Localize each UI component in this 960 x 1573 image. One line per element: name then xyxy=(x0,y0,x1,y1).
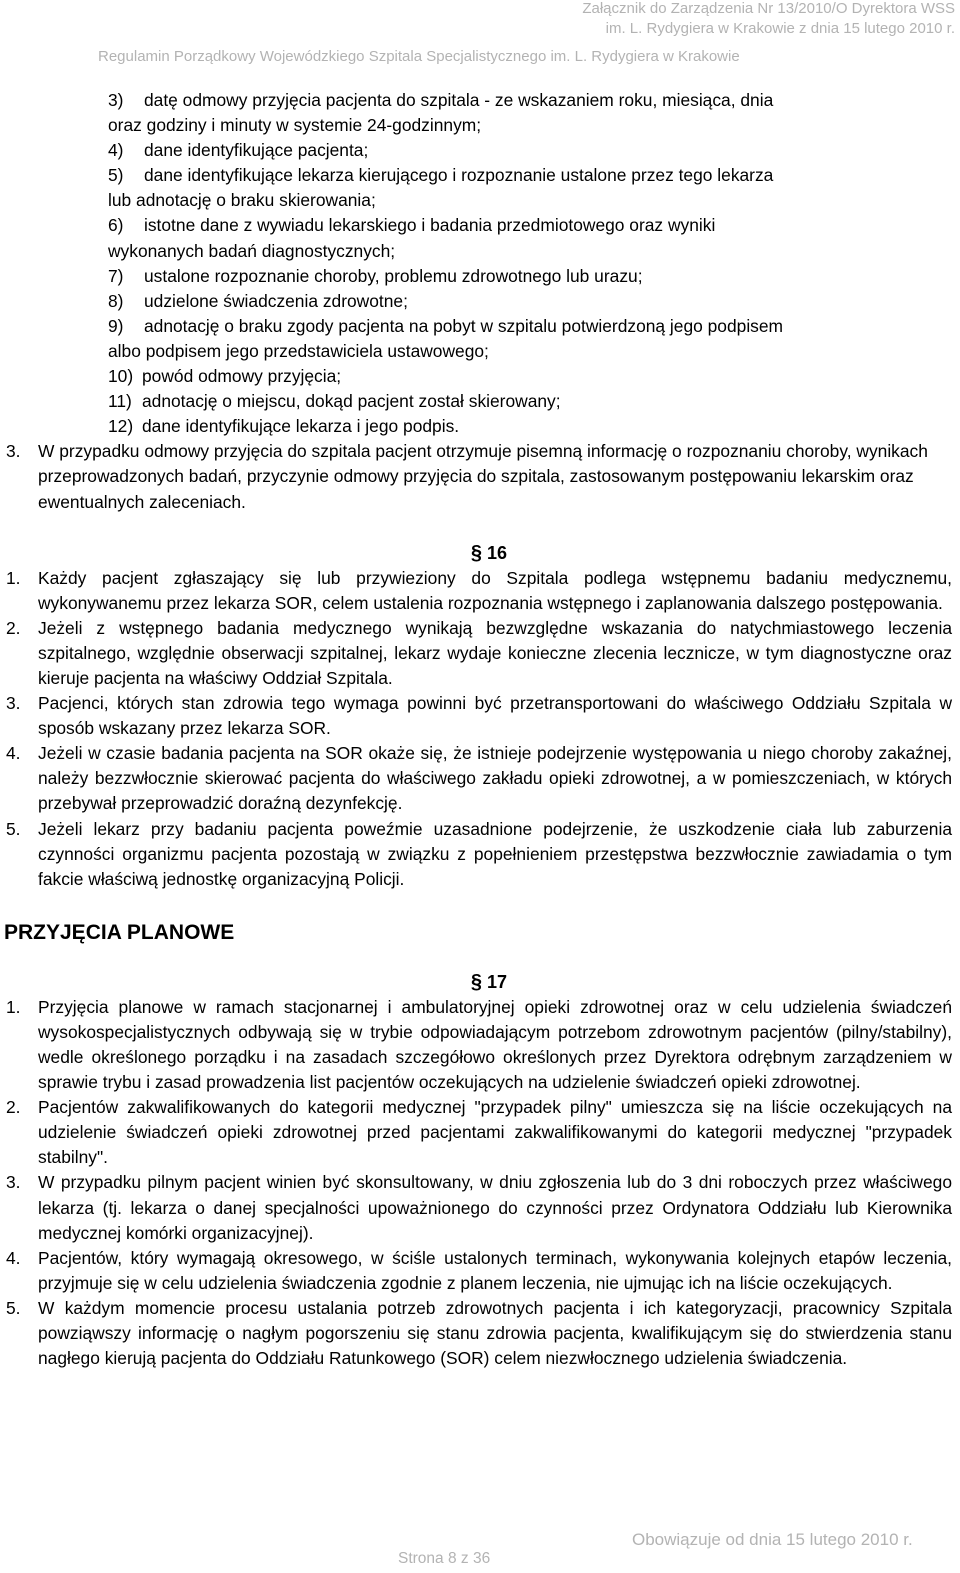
list-item: 6) istotne dane z wywiadu lekarskiego i badania przedmiotowego oraz wyniki xyxy=(108,215,716,236)
list-item: 10) powód odmowy przyjęcia; xyxy=(108,366,342,387)
footer-page-number: Strona 8 z 36 xyxy=(398,1550,491,1567)
paragraph-16-items xyxy=(0,566,960,892)
sublist xyxy=(0,88,960,439)
numbered-item: 3. Pacjenci, których stan zdrowia tego wymaga powinni być przetransportowani do właściwego Oddziału Szpitala w sposób wskazany przez lekarza SOR. xyxy=(6,693,952,739)
list-item: 7) ustalone rozpoznanie choroby, problemu zdrowotnego lub urazu; xyxy=(108,265,643,286)
paragraph-heading-16: § 16 xyxy=(470,541,508,564)
list-item: 3) datę odmowy przyjęcia pacjenta do szpitala - ze wskazaniem roku, miesiąca, dnia xyxy=(108,90,774,110)
document-body xyxy=(0,88,960,1371)
header-date-line: im. L. Rydygiera w Krakowie z dnia 15 lutego 2010 r. xyxy=(605,20,955,37)
list-item: lub adnotację o braku skierowania; xyxy=(108,190,376,211)
numbered-item: 2. Pacjentów zakwalifikowanych do kategorii medycznej "przypadek pilny" umieszcza się na liście oczekujących na udzielenie świadczeń opieki zdrowotnej przed pacjentami zakwalifikowanymi do kategorii medycznej "przypadek stabilny". xyxy=(6,1097,952,1168)
section-title: PRZYJĘCIA PLANOWE xyxy=(4,920,235,944)
numbered-item: 1. Każdy pacjent zgłaszający się lub przywieziony do Szpitala podlega wstępnemu badaniu medycznemu, wykonywanemu przez lekarza SOR, celem ustalenia rozpoznania wstępnego i zaplanowania dalszego postępowania. xyxy=(6,567,952,613)
paragraph-17-items xyxy=(0,995,960,1371)
list-item: 12) dane identyfikujące lekarza i jego podpis. xyxy=(108,416,460,437)
numbered-item: 4. Pacjentów, który wymagają okresowego, w ściśle ustalonych terminach, wykonywania kolejnych etapów leczenia, przyjmuje się w celu udzielenia świadczenia zgodnie z planem leczenia, nie ujmując ich na liście oczekujących. xyxy=(6,1247,952,1293)
list-item: wykonanych badań diagnostycznych; xyxy=(108,240,396,261)
numbered-item: 5. Jeżeli lekarz przy badaniu pacjenta poweźmie uzasadnione podejrzenie, że uszkodzenie ciała lub zaburzenia czynności organizmu pacjenta pozostają w związku z popełnieniem przestępstwa bezzwłocznie zawiadamia o tym fakcie właściwą jednostkę organizacyjną Policji. xyxy=(6,818,952,889)
list-item: 5) dane identyfikujące lekarza kierującego i rozpoznanie ustalone przez tego lekarza xyxy=(108,165,774,186)
numbered-item: 5. W każdym momencie procesu ustalania potrzeb zdrowotnych pacjenta i ich kategoryzacji, pracownicy Szpitala powziąwszy informację o nagłym pogorszeniu się stanu zdrowia pacjenta, kwalifikującym się do stwierdzenia stanu nagłego kierują pacjenta do Oddziału Ratunkowego (SOR) celem niezwłocznego udzielenia świadczenia. xyxy=(6,1297,952,1369)
numbered-item: 2. Jeżeli z wstępnego badania medycznego wynikają bezwzględne wskazania do natychmiastowego leczenia szpitalnego, względnie obserwacji szpitalnej, lekarz wydaje konieczne zlecenia lecznicze, w tym diagnostyczne oraz kieruje pacjenta na właściwy Oddział Szpitala. xyxy=(6,617,952,688)
list-item: albo podpisem jego przedstawiciela ustawowego; xyxy=(108,340,489,361)
header-attachment-line: Załącznik do Zarządzenia Nr 13/2010/O Dyrektora WSS xyxy=(582,0,955,17)
header-regulation-title: Regulamin Porządkowy Wojewódzkiego Szpitala Specjalistycznego im. L. Rydygiera w Krakowie xyxy=(98,48,740,65)
list-item: 4) dane identyfikujące pacjenta; xyxy=(108,140,369,161)
footer-effective-date: Obowiązuje od dnia 15 lutego 2010 r. xyxy=(632,1530,913,1549)
numbered-item: 1. Przyjęcia planowe w ramach stacjonarnej i ambulatoryjnej opieki zdrowotnej oraz w celu udzielenia świadczeń wysokospecjalistycznych odbywają się w trybie odpowiadającym potrzebom zdrowotnym pacjentów (pilny/stabilny), wedle określonego porządku i na zasadach szczegółowo określonych przez Dyrektora odrębnym zarządzeniem w sprawie trybu i zasad prowadzenia list pacjentów oczekujących na udzielenie świadczeń opieki zdrowotnej. xyxy=(6,996,952,1093)
list-item: 11) adnotację o miejscu, dokąd pacjent został skierowany; xyxy=(108,391,561,412)
numbered-item: 4. Jeżeli w czasie badania pacjenta na SOR okaże się, że istnieje podejrzenie występowania u niego choroby zakaźnej, należy bezzwłocznie skierować pacjenta do właściwego zakładu opieki zdrowotnej, a w pomieszczeniach, w których przebywał przeprowadzić doraźną dezynfekcję. xyxy=(6,743,952,814)
numbered-item: 3. W przypadku odmowy przyjęcia do szpitala pacjent otrzymuje pisemną informację o rozpoznaniu choroby, wynikach przeprowadzonych badań, przyczynie odmowy przyjęcia do szpitala, zastosowanym postępowaniu lekarskim oraz ewentualnych zaleceniach. xyxy=(6,441,928,512)
numbered-item: 3. W przypadku pilnym pacjent winien być skonsultowany, w dniu zgłoszenia lub do 3 dni roboczych przez właściwego lekarza (tj. lekarza o danej specjalności upoważnionego do czynności przez Ordynatora Oddziału lub Kierownika medycznej komórki organizacyjnej). xyxy=(6,1172,952,1243)
paragraph-heading-17: § 17 xyxy=(470,970,508,993)
list-item: 9) adnotację o braku zgody pacjenta na pobyt w szpitalu potwierdzoną jego podpisem xyxy=(108,315,784,336)
list-item: 8) udzielone świadczenia zdrowotne; xyxy=(108,290,408,311)
list-item: oraz godziny i minuty w systemie 24-godzinnym; xyxy=(108,115,482,136)
